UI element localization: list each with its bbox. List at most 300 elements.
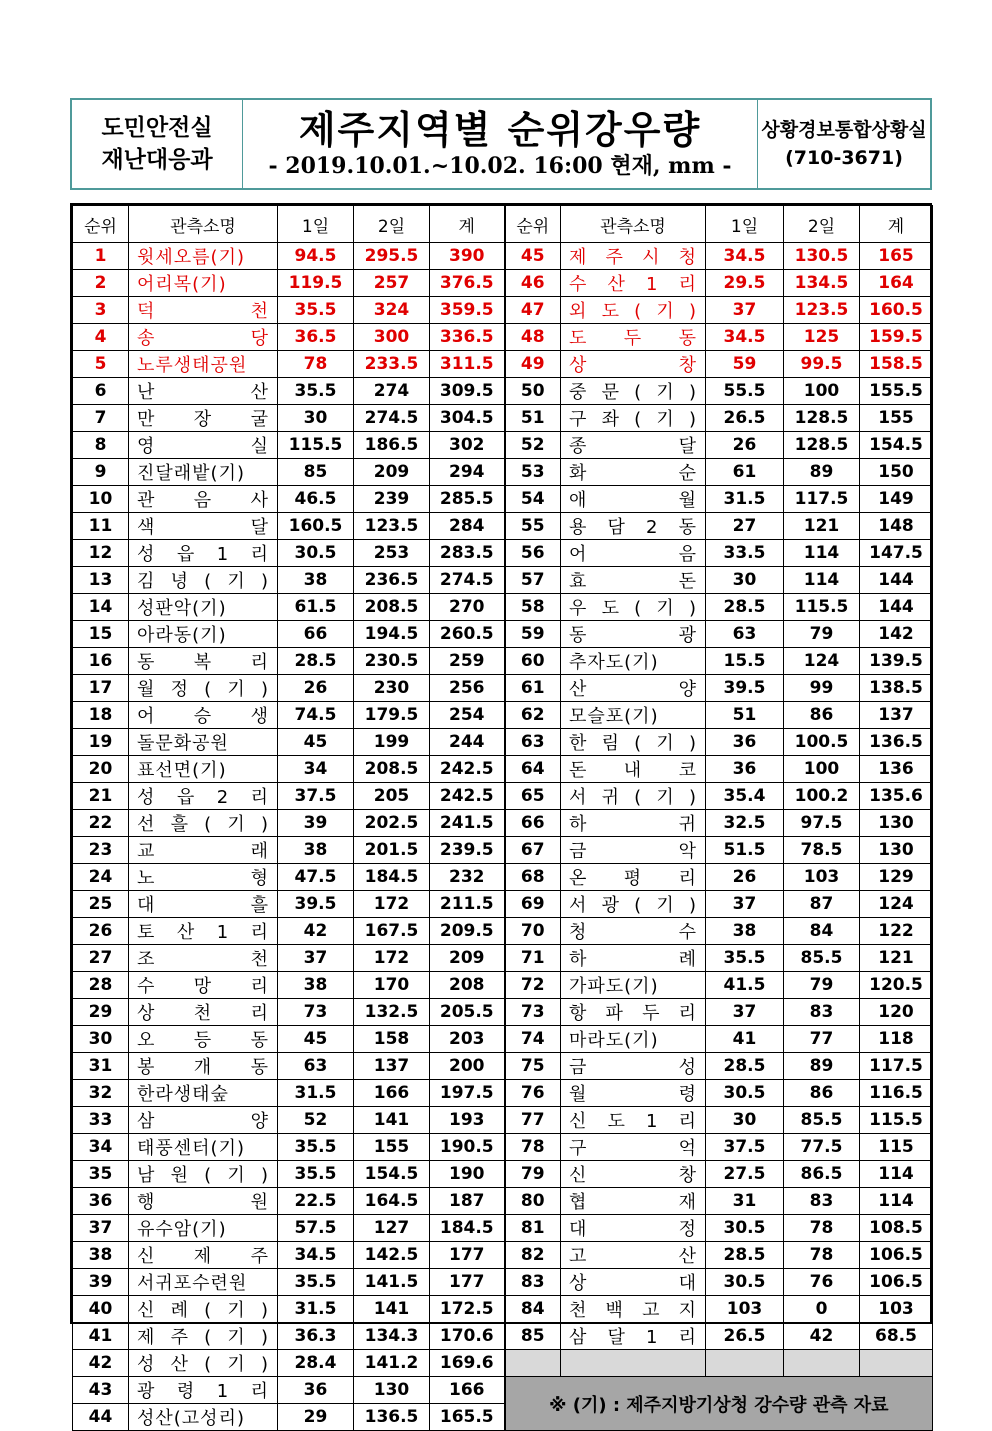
station-name-cell: 남 원 ( 기 ) [129, 1161, 278, 1188]
day1-cell: 37.5 [706, 1134, 784, 1161]
total-cell: 139.5 [860, 648, 933, 675]
col-rank: 순위 [505, 206, 561, 243]
day2-cell: 300 [354, 324, 430, 351]
rank-cell: 38 [73, 1242, 129, 1269]
table-row [73, 1242, 933, 1269]
station-name-cell: 외 도 ( 기 ) [561, 297, 706, 324]
day2-cell: 89 [784, 459, 860, 486]
day1-cell: 28.5 [706, 594, 784, 621]
rank-cell: 45 [505, 243, 561, 270]
day2-cell: 274.5 [354, 405, 430, 432]
day1-cell: 33.5 [706, 540, 784, 567]
day2-cell: 127 [354, 1215, 430, 1242]
day2-cell: 141.5 [354, 1269, 430, 1296]
rank-cell: 13 [73, 567, 129, 594]
day1-cell: 35.5 [706, 945, 784, 972]
total-cell: 137 [860, 702, 933, 729]
station-name-cell: 어 음 [561, 540, 706, 567]
rank-cell: 67 [505, 837, 561, 864]
day2-cell: 141.2 [354, 1350, 430, 1377]
rank-cell: 32 [73, 1080, 129, 1107]
table-row [73, 378, 933, 405]
station-name-cell: 구 좌 ( 기 ) [561, 405, 706, 432]
day2-cell: 78 [784, 1242, 860, 1269]
rank-cell: 34 [73, 1134, 129, 1161]
total-cell: 304.5 [430, 405, 505, 432]
total-cell: 302 [430, 432, 505, 459]
station-name-cell: 화 순 [561, 459, 706, 486]
station-name-cell: 윗세오름(기) [129, 243, 278, 270]
total-cell: 211.5 [430, 891, 505, 918]
day1-cell: 119.5 [278, 270, 354, 297]
rank-cell: 55 [505, 513, 561, 540]
day2-cell: 236.5 [354, 567, 430, 594]
rank-cell: 53 [505, 459, 561, 486]
rank-cell: 28 [73, 972, 129, 999]
day2-cell: 164.5 [354, 1188, 430, 1215]
day1-cell: 37 [706, 999, 784, 1026]
station-name-cell: 영 실 [129, 432, 278, 459]
station-name-cell: 관 음 사 [129, 486, 278, 513]
station-name-cell: 아라동(기) [129, 621, 278, 648]
day2-cell: 83 [784, 999, 860, 1026]
total-cell: 177 [430, 1269, 505, 1296]
day1-cell: 36.5 [278, 324, 354, 351]
day2-cell: 99.5 [784, 351, 860, 378]
station-name-cell: 용 담 2 동 [561, 513, 706, 540]
station-name-cell: 표선면(기) [129, 756, 278, 783]
col-station: 관측소명 [561, 206, 706, 243]
total-cell: 136.5 [860, 729, 933, 756]
table-row [73, 297, 933, 324]
station-name-cell: 덕 천 [129, 297, 278, 324]
rank-cell: 22 [73, 810, 129, 837]
day1-cell: 94.5 [278, 243, 354, 270]
day1-cell: 41.5 [706, 972, 784, 999]
day1-cell: 52 [278, 1107, 354, 1134]
station-name-cell: 협 재 [561, 1188, 706, 1215]
table-row [73, 405, 933, 432]
station-name-cell: 삼 달 1 리 [561, 1323, 706, 1350]
day1-cell: 47.5 [278, 864, 354, 891]
rank-cell: 29 [73, 999, 129, 1026]
day1-cell: 36 [706, 756, 784, 783]
rank-cell: 58 [505, 594, 561, 621]
day2-cell: 86 [784, 1080, 860, 1107]
day2-cell: 194.5 [354, 621, 430, 648]
phone-number: (710-3671) [785, 147, 903, 169]
rank-cell: 57 [505, 567, 561, 594]
total-cell: 170.6 [430, 1323, 505, 1350]
total-cell: 309.5 [430, 378, 505, 405]
rank-cell: 59 [505, 621, 561, 648]
total-cell: 122 [860, 918, 933, 945]
rank-cell: 8 [73, 432, 129, 459]
table-row [73, 999, 933, 1026]
empty-cell [561, 1350, 706, 1377]
total-cell: 120.5 [860, 972, 933, 999]
rank-cell: 9 [73, 459, 129, 486]
table-row [73, 918, 933, 945]
station-name-cell: 선 흘 ( 기 ) [129, 810, 278, 837]
day1-cell: 35.5 [278, 297, 354, 324]
total-cell: 124 [860, 891, 933, 918]
rank-cell: 20 [73, 756, 129, 783]
total-cell: 283.5 [430, 540, 505, 567]
day2-cell: 201.5 [354, 837, 430, 864]
day1-cell: 30.5 [706, 1080, 784, 1107]
day1-cell: 37.5 [278, 783, 354, 810]
station-name-cell: 금 성 [561, 1053, 706, 1080]
empty-cell [784, 1350, 860, 1377]
station-name-cell: 한 림 ( 기 ) [561, 729, 706, 756]
table-row [73, 567, 933, 594]
station-name-cell: 대 흘 [129, 891, 278, 918]
rank-cell: 40 [73, 1296, 129, 1323]
table-row [73, 1107, 933, 1134]
col-rank: 순위 [73, 206, 129, 243]
total-cell: 232 [430, 864, 505, 891]
day2-cell: 124 [784, 648, 860, 675]
rank-cell: 70 [505, 918, 561, 945]
station-name-cell: 유수암(기) [129, 1215, 278, 1242]
total-cell: 259 [430, 648, 505, 675]
day1-cell: 26.5 [706, 405, 784, 432]
rank-cell: 4 [73, 324, 129, 351]
rank-cell: 68 [505, 864, 561, 891]
total-cell: 149 [860, 486, 933, 513]
day1-cell: 31.5 [278, 1296, 354, 1323]
day2-cell: 0 [784, 1296, 860, 1323]
total-cell: 115.5 [860, 1107, 933, 1134]
day1-cell: 28.5 [706, 1242, 784, 1269]
total-cell: 254 [430, 702, 505, 729]
station-name-cell: 노루생태공원 [129, 351, 278, 378]
total-cell: 294 [430, 459, 505, 486]
station-name-cell: 하 귀 [561, 810, 706, 837]
col-station: 관측소명 [129, 206, 278, 243]
col-total: 계 [860, 206, 933, 243]
day1-cell: 29 [278, 1404, 354, 1431]
day2-cell: 78.5 [784, 837, 860, 864]
table-row [73, 1161, 933, 1188]
station-name-cell: 교 래 [129, 837, 278, 864]
day1-cell: 26 [706, 432, 784, 459]
day2-cell: 79 [784, 972, 860, 999]
day2-cell: 123.5 [784, 297, 860, 324]
rank-cell: 33 [73, 1107, 129, 1134]
table-row [73, 1377, 933, 1404]
day1-cell: 30 [278, 405, 354, 432]
total-cell: 285.5 [430, 486, 505, 513]
total-cell: 209.5 [430, 918, 505, 945]
station-name-cell: 한라생태숲 [129, 1080, 278, 1107]
rank-cell: 81 [505, 1215, 561, 1242]
station-name-cell: 신 창 [561, 1161, 706, 1188]
rank-cell: 52 [505, 432, 561, 459]
day2-cell: 209 [354, 459, 430, 486]
rank-cell: 51 [505, 405, 561, 432]
total-cell: 106.5 [860, 1242, 933, 1269]
total-cell: 164 [860, 270, 933, 297]
rank-cell: 25 [73, 891, 129, 918]
day1-cell: 66 [278, 621, 354, 648]
rank-cell: 75 [505, 1053, 561, 1080]
total-cell: 284 [430, 513, 505, 540]
rank-cell: 19 [73, 729, 129, 756]
table-row [73, 1188, 933, 1215]
day2-cell: 205 [354, 783, 430, 810]
total-cell: 147.5 [860, 540, 933, 567]
day2-cell: 324 [354, 297, 430, 324]
table-row [73, 432, 933, 459]
day2-cell: 115.5 [784, 594, 860, 621]
table-row [73, 540, 933, 567]
day1-cell: 45 [278, 1026, 354, 1053]
table-row [73, 783, 933, 810]
rank-cell: 36 [73, 1188, 129, 1215]
day1-cell: 37 [706, 297, 784, 324]
office-name: 상황경보통합상황실 [761, 119, 927, 141]
day1-cell: 61.5 [278, 594, 354, 621]
day1-cell: 51 [706, 702, 784, 729]
day2-cell: 134.3 [354, 1323, 430, 1350]
day1-cell: 31 [706, 1188, 784, 1215]
total-cell: 359.5 [430, 297, 505, 324]
station-name-cell: 광 령 1 리 [129, 1377, 278, 1404]
station-name-cell: 애 월 [561, 486, 706, 513]
rank-cell: 14 [73, 594, 129, 621]
rank-cell: 18 [73, 702, 129, 729]
rank-cell: 35 [73, 1161, 129, 1188]
footnote: ※ (기) : 제주지방기상청 강수량 관측 자료 [505, 1377, 933, 1431]
day2-cell: 132.5 [354, 999, 430, 1026]
station-name-cell: 어 승 생 [129, 702, 278, 729]
day1-cell: 30 [706, 1107, 784, 1134]
day2-cell: 79 [784, 621, 860, 648]
station-name-cell: 성 산 ( 기 ) [129, 1350, 278, 1377]
total-cell: 241.5 [430, 810, 505, 837]
day1-cell: 36 [278, 1377, 354, 1404]
day2-cell: 121 [784, 513, 860, 540]
total-cell: 169.6 [430, 1350, 505, 1377]
day2-cell: 85.5 [784, 1107, 860, 1134]
day1-cell: 42 [278, 918, 354, 945]
rank-cell: 64 [505, 756, 561, 783]
rank-cell: 47 [505, 297, 561, 324]
day1-cell: 35.5 [278, 1269, 354, 1296]
station-name-cell: 도 두 동 [561, 324, 706, 351]
total-cell: 244 [430, 729, 505, 756]
rank-cell: 15 [73, 621, 129, 648]
station-name-cell: 온 평 리 [561, 864, 706, 891]
day2-cell: 128.5 [784, 432, 860, 459]
day1-cell: 39.5 [278, 891, 354, 918]
day1-cell: 34.5 [706, 324, 784, 351]
day2-cell: 142.5 [354, 1242, 430, 1269]
day1-cell: 38 [278, 567, 354, 594]
day2-cell: 87 [784, 891, 860, 918]
day1-cell: 30.5 [706, 1269, 784, 1296]
day1-cell: 45 [278, 729, 354, 756]
total-cell: 205.5 [430, 999, 505, 1026]
day1-cell: 85 [278, 459, 354, 486]
day2-cell: 274 [354, 378, 430, 405]
total-cell: 121 [860, 945, 933, 972]
day1-cell: 35.5 [278, 378, 354, 405]
day2-cell: 233.5 [354, 351, 430, 378]
day2-cell: 77.5 [784, 1134, 860, 1161]
table-row [73, 270, 933, 297]
station-name-cell: 오 등 동 [129, 1026, 278, 1053]
station-name-cell: 금 악 [561, 837, 706, 864]
day2-cell: 130 [354, 1377, 430, 1404]
station-name-cell: 상 천 리 [129, 999, 278, 1026]
station-name-cell: 돌문화공원 [129, 729, 278, 756]
day2-cell: 103 [784, 864, 860, 891]
day1-cell: 30.5 [706, 1215, 784, 1242]
station-name-cell: 신 제 주 [129, 1242, 278, 1269]
table-row [73, 513, 933, 540]
day1-cell: 27 [706, 513, 784, 540]
day2-cell: 76 [784, 1269, 860, 1296]
total-cell: 242.5 [430, 783, 505, 810]
department-block [72, 100, 243, 188]
rank-cell: 71 [505, 945, 561, 972]
day1-cell: 35.5 [278, 1161, 354, 1188]
day2-cell: 166 [354, 1080, 430, 1107]
day2-cell: 141 [354, 1296, 430, 1323]
rank-cell: 1 [73, 243, 129, 270]
division-name: 재난대응과 [101, 147, 213, 173]
col-total: 계 [430, 206, 505, 243]
day1-cell: 30.5 [278, 540, 354, 567]
rank-cell: 49 [505, 351, 561, 378]
total-cell: 114 [860, 1161, 933, 1188]
day2-cell: 202.5 [354, 810, 430, 837]
rank-cell: 7 [73, 405, 129, 432]
total-cell: 190 [430, 1161, 505, 1188]
table-row [73, 891, 933, 918]
total-cell: 117.5 [860, 1053, 933, 1080]
table-row [73, 972, 933, 999]
page-title: 제주지역별 순위강우량 [298, 108, 702, 152]
day1-cell: 39.5 [706, 675, 784, 702]
day1-cell: 51.5 [706, 837, 784, 864]
rank-cell: 10 [73, 486, 129, 513]
day2-cell: 154.5 [354, 1161, 430, 1188]
station-name-cell: 돈 내 코 [561, 756, 706, 783]
day2-cell: 230.5 [354, 648, 430, 675]
total-cell: 155 [860, 405, 933, 432]
total-cell: 172.5 [430, 1296, 505, 1323]
report-header [70, 98, 932, 190]
station-name-cell: 하 례 [561, 945, 706, 972]
total-cell: 135.6 [860, 783, 933, 810]
day2-cell: 136.5 [354, 1404, 430, 1431]
station-name-cell: 수 산 1 리 [561, 270, 706, 297]
contact-block [758, 100, 930, 188]
total-cell: 239.5 [430, 837, 505, 864]
total-cell: 115 [860, 1134, 933, 1161]
day1-cell: 63 [278, 1053, 354, 1080]
rank-cell: 61 [505, 675, 561, 702]
rank-cell: 27 [73, 945, 129, 972]
rank-cell: 77 [505, 1107, 561, 1134]
department-name: 도민안전실 [101, 115, 213, 141]
day2-cell: 123.5 [354, 513, 430, 540]
table-row [73, 594, 933, 621]
day2-cell: 184.5 [354, 864, 430, 891]
empty-cell [706, 1350, 784, 1377]
day1-cell: 31.5 [706, 486, 784, 513]
table-row [73, 1026, 933, 1053]
day1-cell: 73 [278, 999, 354, 1026]
total-cell: 256 [430, 675, 505, 702]
rainfall-table-wrapper [70, 203, 932, 1429]
table-row [73, 864, 933, 891]
day2-cell: 253 [354, 540, 430, 567]
day2-cell: 100.2 [784, 783, 860, 810]
day2-cell: 179.5 [354, 702, 430, 729]
day1-cell: 36.3 [278, 1323, 354, 1350]
rank-cell: 76 [505, 1080, 561, 1107]
total-cell: 106.5 [860, 1269, 933, 1296]
station-name-cell: 태풍센터(기) [129, 1134, 278, 1161]
day1-cell: 39 [278, 810, 354, 837]
rank-cell: 41 [73, 1323, 129, 1350]
table-row [73, 324, 933, 351]
table-row [73, 459, 933, 486]
rank-cell: 50 [505, 378, 561, 405]
day1-cell: 78 [278, 351, 354, 378]
day2-cell: 186.5 [354, 432, 430, 459]
rank-cell: 85 [505, 1323, 561, 1350]
rank-cell: 5 [73, 351, 129, 378]
day1-cell: 28.4 [278, 1350, 354, 1377]
station-name-cell: 서 광 ( 기 ) [561, 891, 706, 918]
day1-cell: 32.5 [706, 810, 784, 837]
rank-cell: 78 [505, 1134, 561, 1161]
rank-cell: 31 [73, 1053, 129, 1080]
total-cell: 130 [860, 810, 933, 837]
total-cell: 103 [860, 1296, 933, 1323]
station-name-cell: 수 망 리 [129, 972, 278, 999]
day2-cell: 170 [354, 972, 430, 999]
day2-cell: 141 [354, 1107, 430, 1134]
station-name-cell: 서 귀 ( 기 ) [561, 783, 706, 810]
rank-cell: 44 [73, 1404, 129, 1431]
station-name-cell: 월 령 [561, 1080, 706, 1107]
station-name-cell: 어리목(기) [129, 270, 278, 297]
station-name-cell: 삼 양 [129, 1107, 278, 1134]
col-day2: 2일 [784, 206, 860, 243]
station-name-cell: 천 백 고 지 [561, 1296, 706, 1323]
total-cell: 177 [430, 1242, 505, 1269]
total-cell: 68.5 [860, 1323, 933, 1350]
total-cell: 193 [430, 1107, 505, 1134]
day1-cell: 38 [278, 837, 354, 864]
station-name-cell: 산 양 [561, 675, 706, 702]
station-name-cell: 난 산 [129, 378, 278, 405]
day2-cell: 42 [784, 1323, 860, 1350]
rank-cell: 16 [73, 648, 129, 675]
rank-cell: 69 [505, 891, 561, 918]
total-cell: 166 [430, 1377, 505, 1404]
day1-cell: 38 [278, 972, 354, 999]
total-cell: 155.5 [860, 378, 933, 405]
total-cell: 120 [860, 999, 933, 1026]
